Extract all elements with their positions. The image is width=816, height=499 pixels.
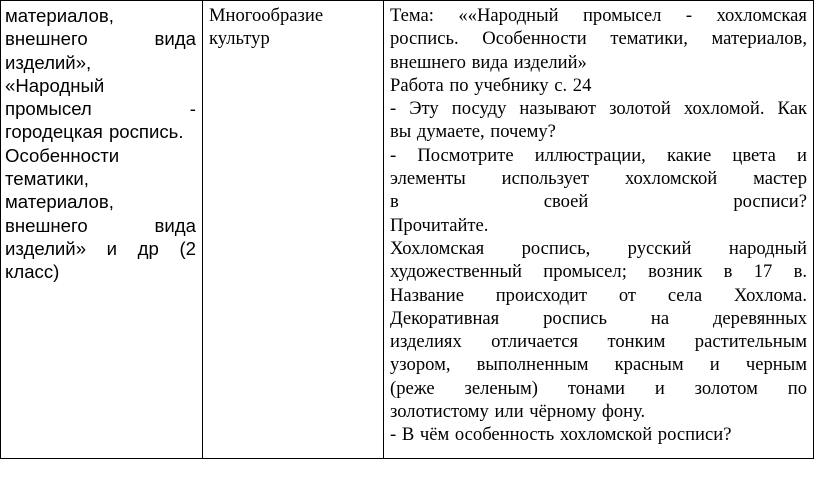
content-line: (реже зеленым) тонами и золотом по [390, 377, 807, 399]
content-line: - В чём особенность хохломской росписи? [390, 424, 732, 446]
topic-line: тематики, [5, 168, 89, 190]
topic-line: изделий», [5, 51, 92, 73]
content-line: внешнего вида изделий» [390, 51, 587, 73]
topic-line: внешнего вида [5, 28, 196, 50]
section-line: Многообразие [209, 5, 324, 26]
section-line: культур [209, 28, 270, 50]
topic-line: материалов, [5, 5, 114, 26]
topic-line: изделий» и др (2 [5, 237, 196, 259]
content-line: - Эту посуду называют золотой хохломой. Как [390, 98, 807, 120]
content-line: роспись. Особенности тематики, материалов, [390, 28, 807, 50]
topic-line: материалов, [5, 191, 114, 213]
content-line: узором, выполненным красным и черным [390, 354, 807, 376]
topic-line: Особенности [5, 144, 120, 166]
lesson-content-cell [384, 1, 814, 459]
content-line: элементы использует хохломской мастер [390, 168, 807, 190]
topic-line: внешнего вида [5, 214, 196, 236]
topic-line: промысел - [5, 98, 196, 120]
content-line: Работа по учебнику с. 24 [390, 74, 592, 96]
content-line: изделиях отличается тонким растительным [390, 331, 807, 353]
content-line: Прочитайте. [390, 214, 489, 236]
content-line: вы думаете, почему? [390, 121, 556, 143]
topic-cell [1, 1, 203, 459]
content-line: - Посмотрите иллюстрации, какие цвета и [390, 144, 807, 166]
content-line: художественный промысел; возник в 17 в. [390, 261, 807, 283]
content-line: Название происходит от села Хохлома. [390, 284, 807, 306]
content-line: золотистому или чёрному фону. [390, 401, 646, 423]
table-row [1, 1, 814, 459]
content-line: Декоративная роспись на деревянных [390, 307, 807, 329]
topic-line: класс) [5, 261, 60, 283]
section-cell [203, 1, 384, 459]
topic-line: городецкая роспись. [5, 121, 184, 143]
content-line: Хохломская роспись, русский народный [390, 237, 807, 259]
content-line: в своей росписи? [390, 191, 807, 213]
content-line: Тема: ««Народный промысел - хохломская [390, 5, 807, 26]
topic-line: «Народный [5, 74, 105, 96]
